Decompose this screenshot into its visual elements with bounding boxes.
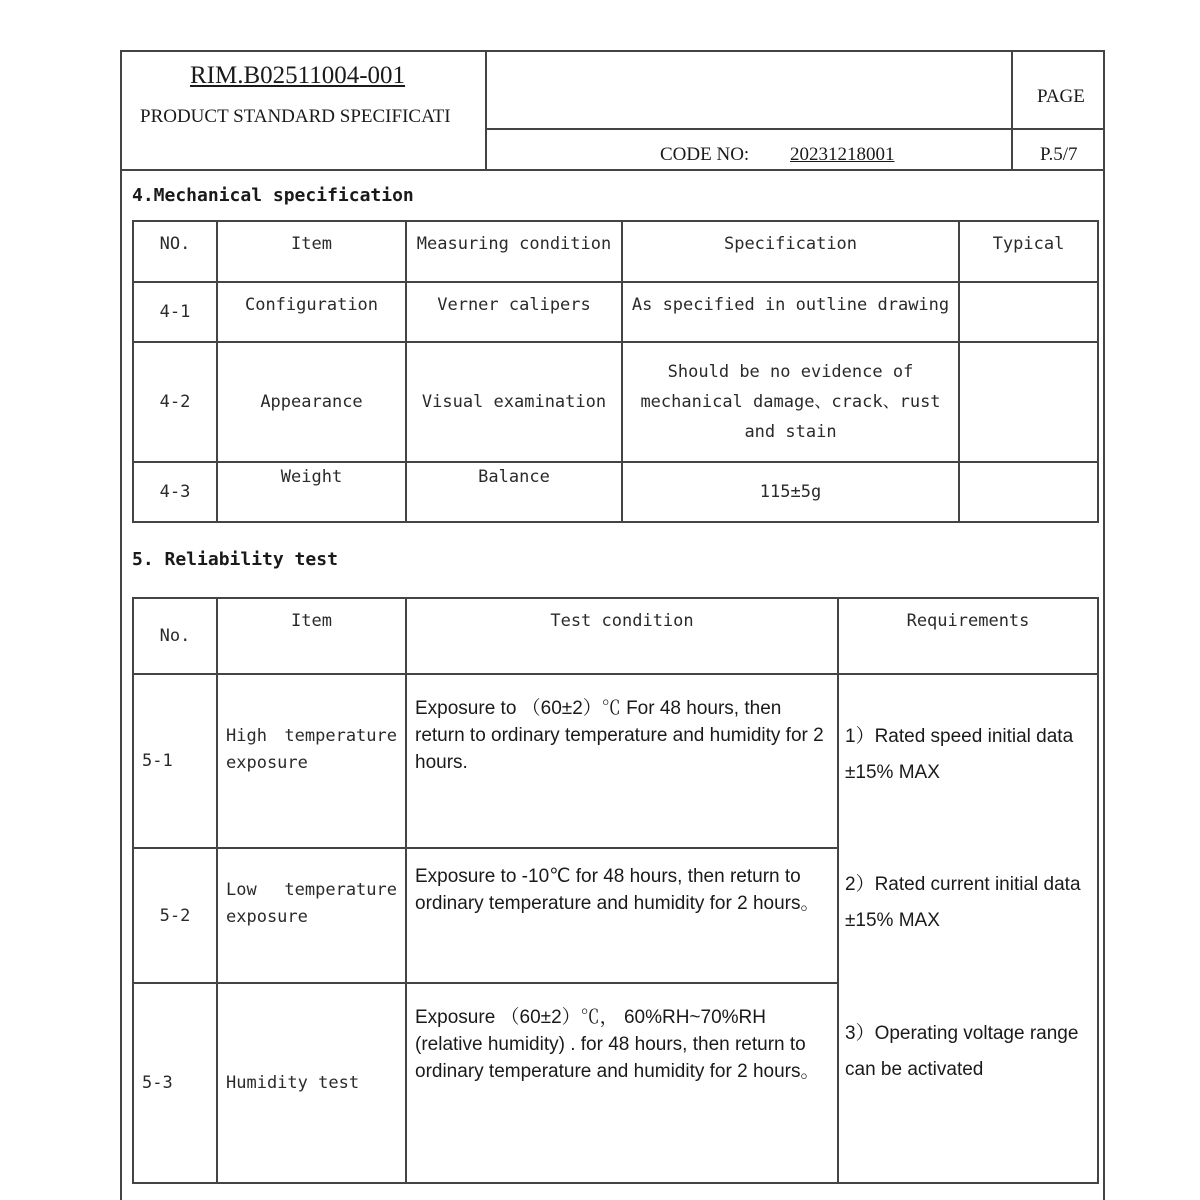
- mechanical-table: [132, 220, 1099, 523]
- code-label: CODE NO:: [660, 144, 750, 165]
- row-typical: [959, 462, 1098, 522]
- reliability-section-title: 5. Reliability test: [132, 549, 338, 570]
- row-item: Low temperature exposure: [217, 848, 406, 983]
- reliability-table: [132, 597, 1099, 1184]
- row-condition: Exposure to -10℃ for 48 hours, then return to ordinary temperature and humidity for 2 hours。: [406, 848, 838, 983]
- col-no: NO.: [133, 221, 217, 282]
- col-item: Item: [217, 598, 406, 674]
- page-label: PAGE: [1037, 86, 1085, 107]
- col-measuring-condition: Measuring condition: [406, 221, 622, 282]
- row-no: 5-2: [133, 848, 217, 983]
- row-item: High temperature exposure: [217, 674, 406, 848]
- header-divider-1: [485, 52, 487, 169]
- row-specification: 115±5g: [622, 462, 959, 522]
- col-no: No.: [133, 598, 217, 674]
- row-typical: [959, 282, 1098, 342]
- row-condition: Visual examination: [406, 342, 622, 462]
- requirement-1: 1）Rated speed initial data ±15% MAX: [845, 726, 1074, 783]
- document-title: PRODUCT STANDARD SPECIFICATI: [140, 106, 451, 127]
- mechanical-header-row: [133, 221, 1098, 282]
- table-row: [133, 282, 1098, 342]
- row-condition: Verner calipers: [406, 282, 622, 342]
- row-no: 4-1: [133, 282, 217, 342]
- table-row: [133, 462, 1098, 522]
- requirements-cell: [838, 674, 1098, 1183]
- header-divider-2: [1011, 52, 1013, 169]
- row-item: Humidity test: [217, 983, 406, 1183]
- document-id: RIM.B02511004-001: [190, 62, 406, 89]
- row-no: 5-3: [133, 983, 217, 1183]
- reliability-header-row: [133, 598, 1098, 674]
- row-condition: Balance: [406, 462, 622, 522]
- row-item: Appearance: [217, 342, 406, 462]
- mechanical-section-title: 4.Mechanical specification: [132, 185, 414, 206]
- row-no: 5-1: [133, 674, 217, 848]
- row-condition: Exposure （60±2）℃， 60%RH~70%RH (relative humidity) . for 48 hours, then return to ordinary temperature and humidity for 2 hours。: [406, 983, 838, 1183]
- page-number: P.5/7: [1040, 144, 1078, 165]
- row-item: Configuration: [217, 282, 406, 342]
- row-specification: Should be no evidence of mechanical damage、crack、rust and stain: [622, 342, 959, 462]
- row-specification: As specified in outline drawing: [622, 282, 959, 342]
- table-row: [133, 674, 1098, 848]
- code-value: 20231218001: [790, 144, 895, 165]
- spec-sheet: [120, 50, 1105, 1200]
- header-code-line: [485, 128, 1103, 130]
- table-row: [133, 342, 1098, 462]
- col-specification: Specification: [622, 221, 959, 282]
- col-test-condition: Test condition: [406, 598, 838, 674]
- row-no: 4-2: [133, 342, 217, 462]
- header-bottom-line: [122, 169, 1103, 171]
- row-item: Weight: [217, 462, 406, 522]
- requirement-2: 2）Rated current initial data ±15% MAX: [845, 874, 1081, 931]
- row-no: 4-3: [133, 462, 217, 522]
- row-typical: [959, 342, 1098, 462]
- requirement-3: 3）Operating voltage range can be activated: [845, 1023, 1079, 1080]
- row-condition: Exposure to （60±2）℃ For 48 hours, then return to ordinary temperature and humidity for 2 hours.: [406, 674, 838, 848]
- col-item: Item: [217, 221, 406, 282]
- col-requirements: Requirements: [838, 598, 1098, 674]
- col-typical: Typical: [959, 221, 1098, 282]
